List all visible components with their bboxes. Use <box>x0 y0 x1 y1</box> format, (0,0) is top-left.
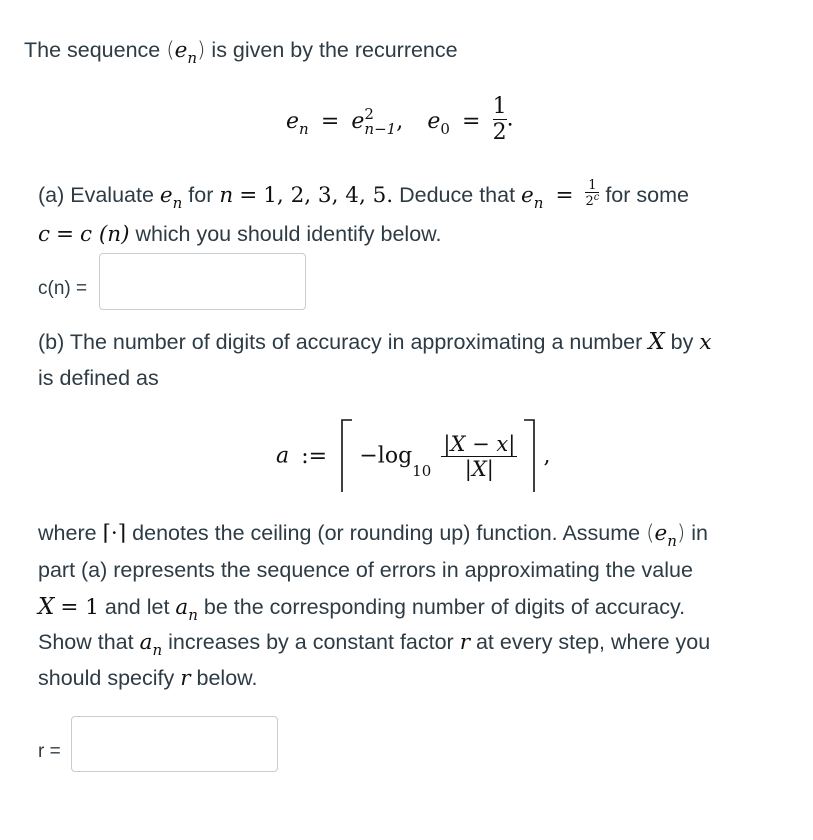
e-symbol: e <box>159 183 173 209</box>
cn-input[interactable] <box>99 253 306 310</box>
relative-error-fraction <box>441 432 517 481</box>
numerator: 1 <box>492 94 507 119</box>
ceiling-left-bracket <box>339 418 353 494</box>
r-symbol: r <box>459 630 470 655</box>
denominator: 2 <box>492 120 507 145</box>
at-every-step-text: at every step, where you <box>475 630 711 654</box>
equals-sign: = <box>555 183 574 209</box>
where-tail-text: denotes the ceiling (or rounding up) function. Assume <box>132 521 641 545</box>
show-that-text: Show that <box>38 630 134 654</box>
r-input[interactable] <box>71 716 278 772</box>
equals-sign: = <box>56 222 75 247</box>
by-word: by <box>670 330 694 354</box>
intro-line <box>24 40 458 66</box>
fraction-one-half <box>493 94 507 145</box>
ceiling-dot: ⌈·⌉ <box>102 521 127 546</box>
numerator: 1 <box>588 178 597 193</box>
fraction-one-over-2c <box>585 179 599 208</box>
a-symbol: a <box>175 595 189 620</box>
r-symbol: r <box>180 666 191 691</box>
part-a-lead: (a) Evaluate <box>38 183 154 208</box>
part-b-line-7 <box>38 668 257 690</box>
n-symbol: n <box>219 183 234 209</box>
a-symbol: a <box>276 443 290 469</box>
numerator: |X − x| <box>443 431 516 456</box>
c-symbol: c <box>38 222 51 247</box>
n-values: 1, 2, 3, 4, 5. <box>263 183 394 209</box>
paren-left: ( <box>166 38 175 63</box>
base-two: 2 <box>585 194 594 209</box>
part-b-line-1-text: (b) The number of digits of accuracy in approximating a number <box>38 330 643 354</box>
log-base-ten: 10 <box>412 461 432 480</box>
log-text: −log <box>359 443 413 469</box>
exponent-c: c <box>593 192 600 203</box>
should-specify-text: should specify <box>38 666 175 690</box>
e-symbol: e <box>286 108 300 134</box>
accuracy-formula <box>276 418 551 494</box>
e-symbol: e <box>351 108 365 134</box>
X-symbol: X <box>648 329 665 355</box>
r-label: r = <box>38 741 61 762</box>
part-a-line-2-text: which you should identify below. <box>135 222 442 246</box>
below-text: below. <box>196 666 258 690</box>
paren-right: ) <box>197 38 206 63</box>
recurrence-equation <box>286 94 514 145</box>
be-corresponding-text: be the corresponding number of digits of accuracy. <box>203 595 686 619</box>
and-let-text: and let <box>104 595 170 619</box>
a-symbol: a <box>139 630 153 655</box>
denominator: |X| <box>464 456 494 481</box>
paren-left: ( <box>646 521 655 546</box>
part-b-line-3 <box>38 523 708 549</box>
intro-tail: is given by the recurrence <box>211 38 458 62</box>
equals-sign: = <box>239 183 258 209</box>
part-b-line-4: part (a) represents the sequence of errors in approximating the value <box>38 558 693 582</box>
part-a-line-1 <box>38 178 689 213</box>
for-some-text: for some <box>605 183 689 208</box>
e-symbol: e <box>521 183 534 209</box>
in-word: in <box>691 521 708 545</box>
n-subscript: n <box>299 119 309 138</box>
comma: , <box>543 443 551 469</box>
assign-sign: := <box>301 443 328 469</box>
e0-symbol: e <box>427 108 441 134</box>
comma: , <box>396 108 404 134</box>
n-subscript: n <box>152 641 163 659</box>
e-symbol: e <box>174 38 188 63</box>
ceiling-right-bracket <box>523 418 537 494</box>
n-subscript: n <box>533 194 544 213</box>
n-subscript: n <box>172 194 183 213</box>
deduce-text: Deduce that <box>399 183 516 208</box>
part-a-line-2 <box>38 224 441 246</box>
e-symbol: e <box>654 521 668 546</box>
where-word: where <box>38 521 97 545</box>
part-b-line-2: is defined as <box>38 366 159 390</box>
X-equals-one: = 1 <box>60 595 99 620</box>
paren-right: ) <box>676 521 686 546</box>
part-b-line-6 <box>38 632 710 658</box>
part-b-line-1 <box>38 331 711 354</box>
x-symbol: x <box>699 330 712 355</box>
n-subscript: n <box>187 49 198 67</box>
X-symbol: X <box>38 594 55 620</box>
exponent-two: 2 <box>364 105 374 124</box>
cn-label: c(n) = <box>38 278 88 299</box>
for-word: for <box>188 183 214 208</box>
intro-text: The sequence <box>24 38 161 62</box>
equals-sign: = <box>320 108 340 134</box>
period: . <box>506 106 514 132</box>
subscript-n-minus-1: n−1 <box>364 120 397 139</box>
denominator <box>585 193 599 208</box>
equals-sign: = <box>462 108 481 134</box>
zero-subscript: 0 <box>440 119 450 138</box>
n-subscript: n <box>188 606 198 624</box>
part-b-line-5 <box>38 596 685 623</box>
n-subscript: n <box>667 532 677 550</box>
increases-text: increases by a constant factor <box>168 630 454 654</box>
c-of-n: c (n) <box>80 222 130 247</box>
